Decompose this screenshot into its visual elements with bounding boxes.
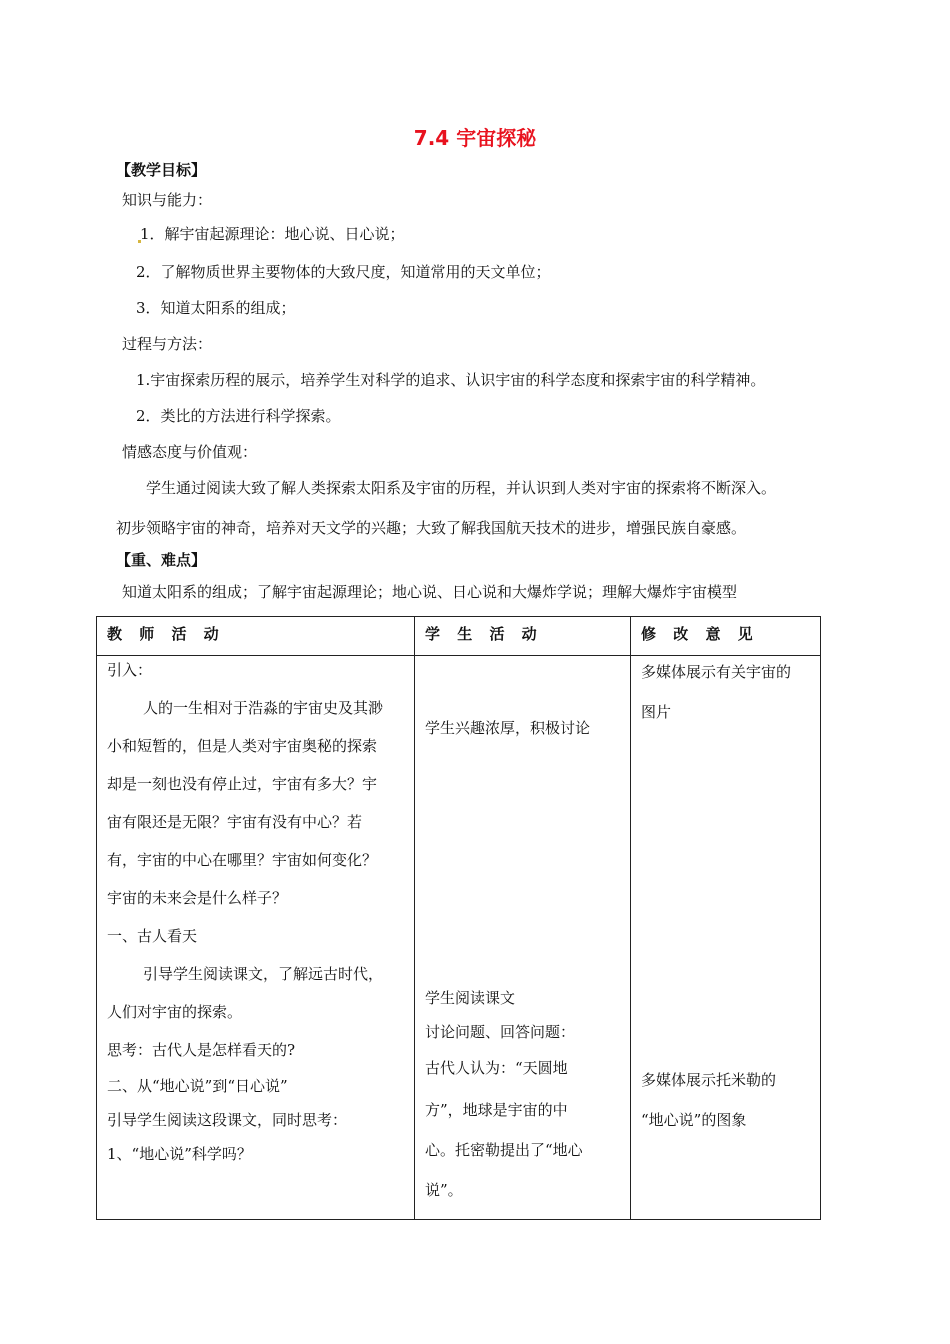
objectives-heading: 【教学目标】	[116, 161, 207, 179]
student-line: 方”，地球是宇宙的中	[425, 1101, 568, 1119]
teacher-line: 人的一生相对于浩淼的宇宙史及其渺	[143, 699, 384, 717]
process-heading: 过程与方法：	[122, 335, 213, 353]
process-item-2: 2．类比的方法进行科学探索。	[136, 407, 341, 425]
teacher-line: 却是一刻也没有停止过，宇宙有多大？宇	[107, 775, 378, 793]
teacher-line: 宙有限还是无限？宇宙有没有中心？若	[107, 813, 363, 831]
teacher-line: 有，宇宙的中心在哪里？宇宙如何变化？	[107, 851, 378, 869]
header-revision-notes: 修 改 意 见	[631, 617, 821, 656]
key-points-heading: 【重、难点】	[116, 551, 207, 569]
knowledge-item-3: 3．知道太阳系的组成；	[136, 299, 296, 317]
teacher-activity-cell	[97, 656, 415, 1220]
process-item-1: 1.宇宙探索历程的展示，培养学生对科学的追求、认识宇宙的科学态度和探索宇宙的科学精神。	[136, 371, 766, 389]
revision-notes-cell	[631, 656, 821, 1220]
student-line: 学生阅读课文	[425, 989, 516, 1007]
emotion-text-line-2: 初步领略宇宙的神奇，培养对天文学的兴趣；大致了解我国航天技术的进步，增强民族自豪感。	[116, 519, 747, 537]
student-line: 说”。	[425, 1181, 463, 1199]
revision-line: 图片	[641, 703, 672, 721]
revision-line: 多媒体展示托米勒的	[641, 1071, 777, 1089]
knowledge-heading: 知识与能力：	[122, 191, 213, 209]
table-row	[97, 656, 821, 1220]
teacher-line: 引导学生阅读这段课文，同时思考：	[107, 1111, 348, 1129]
teacher-line: 引入：	[107, 661, 153, 679]
teacher-line: 宇宙的未来会是什么样子？	[107, 889, 288, 907]
teacher-line: 一、古人看天	[107, 927, 198, 945]
teacher-line: 1、“地心说”科学吗？	[107, 1145, 252, 1163]
page-title: 7.4 宇宙探秘	[413, 126, 537, 150]
student-activity-cell	[415, 656, 631, 1220]
emotion-heading: 情感态度与价值观：	[122, 443, 258, 461]
header-student-activity: 学 生 活 动	[415, 617, 631, 656]
header-teacher-activity: 教 师 活 动	[97, 617, 415, 656]
student-line: 心。托密勒提出了“地心	[425, 1141, 583, 1159]
teacher-line: 人们对宇宙的探索。	[107, 1003, 243, 1021]
student-line: 古代人认为：“天圆地	[425, 1059, 568, 1077]
teacher-line: 引导学生阅读课文，了解远古时代，	[143, 965, 384, 983]
student-line: 讨论问题、回答问题：	[425, 1023, 576, 1041]
key-points-text: 知道太阳系的组成；了解宇宙起源理论；地心说、日心说和大爆炸学说；理解大爆炸宇宙模型	[122, 583, 738, 601]
student-line: 学生兴趣浓厚，积极讨论	[425, 719, 591, 737]
emotion-text-line-1: 学生通过阅读大致了解人类探索太阳系及宇宙的历程，并认识到人类对宇宙的探索将不断深入。	[146, 479, 777, 497]
teacher-line: 小和短暂的，但是人类对宇宙奥秘的探索	[107, 737, 378, 755]
teacher-line: 思考：古代人是怎样看天的?	[107, 1041, 296, 1059]
table-header-row	[97, 617, 821, 656]
revision-line: “地心说”的图象	[641, 1111, 747, 1129]
lesson-plan-table	[96, 616, 821, 1220]
knowledge-item-2: 2．了解物质世界主要物体的大致尺度，知道常用的天文单位；	[136, 263, 551, 281]
teacher-line: 二、从“地心说”到“日心说”	[107, 1077, 288, 1095]
knowledge-item-1: 1．解宇宙起源理论：地心说、日心说；	[140, 225, 405, 243]
revision-line: 多媒体展示有关宇宙的	[641, 663, 792, 681]
